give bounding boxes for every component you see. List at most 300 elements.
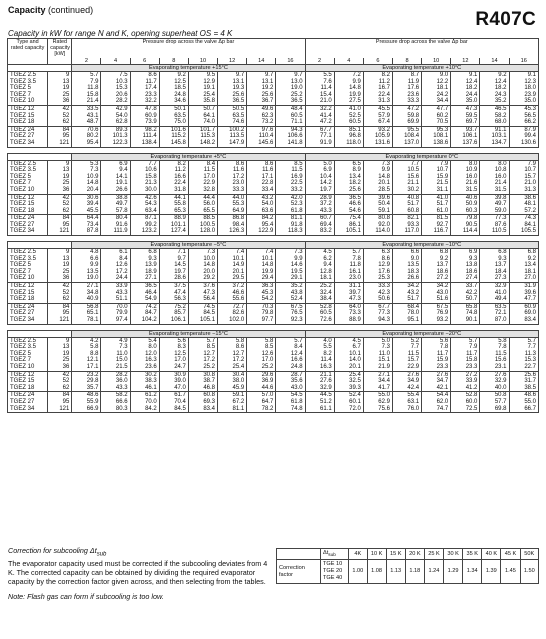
capacity-cell-right: 8.7 11.9 17.6 23.6 33.3 bbox=[392, 72, 421, 106]
rated-capacities: 9 13 19 25 36 bbox=[48, 337, 72, 371]
capacity-cell-right: 44.5 51.2 61.1 bbox=[305, 392, 334, 413]
valve-types: TGEZ 2.5 TGEZ 3.5 TGEZ 5 TGEZ 7 TGEZ 10 bbox=[8, 249, 48, 283]
valve-types: TGEZ 12 TGEZ 15 TGEZ 18 bbox=[8, 283, 48, 304]
capacity-cell-left: 44.1 55.8 65.3 bbox=[159, 194, 188, 215]
capacity-cell-left: 58.2 66.6 80.3 bbox=[101, 392, 130, 413]
valve-types: TGEZ 24 TGEZ 27 TGEZ 34 bbox=[8, 303, 48, 324]
dp-col-header: 6 bbox=[363, 58, 392, 65]
correction-col-header: 50K bbox=[520, 549, 538, 560]
capacity-cell-left: 61.7 70.4 84.5 bbox=[159, 392, 188, 413]
capacity-cell-left: 30.6 39.4 45.5 bbox=[72, 194, 101, 215]
capacity-cell-right: 6.8 9.2 13.4 18.1 27.0 bbox=[509, 249, 538, 283]
rated-capacities: 42 52 62 bbox=[48, 105, 72, 126]
capacity-cell-right: 25.4 32.5 39.3 bbox=[334, 371, 363, 392]
dp-col-header: 2 bbox=[72, 58, 101, 65]
correction-factor-value: 1.34 bbox=[463, 560, 482, 584]
rated-capacities: 84 95 121 bbox=[48, 215, 72, 236]
capacity-cell-right: 34.2 43.2 51.7 bbox=[392, 283, 421, 304]
capacity-cell-right: 9.1 12.4 18.2 24.4 35.0 bbox=[451, 72, 480, 106]
capacity-cell-left: 101.6 115.2 145.8 bbox=[159, 126, 188, 147]
capacity-cell-right: 55.4 63.1 76.0 bbox=[392, 392, 421, 413]
temperature-band-row bbox=[8, 330, 539, 337]
capacity-cell-left: 9.7 13.0 19.0 25.2 36.5 bbox=[276, 72, 305, 106]
dp-col-header: 6 bbox=[130, 58, 159, 65]
capacity-cell-left: 30.9 39.0 47.0 bbox=[159, 371, 188, 392]
capacity-cell-left: 47.8 60.9 73.9 bbox=[130, 105, 159, 126]
capacity-cell-left: 84.2 95.4 122.9 bbox=[247, 215, 276, 236]
capacity-cell-right: 32.2 41.4 47.2 bbox=[305, 105, 334, 126]
capacity-cell-left: 72.7 82.6 102.0 bbox=[218, 303, 247, 324]
correction-corner bbox=[277, 549, 321, 560]
capacity-cell-right: 95.5 108.4 137.0 bbox=[392, 126, 421, 147]
capacity-cell-left: 54.5 61.8 74.8 bbox=[276, 392, 305, 413]
correction-col-header: 25 K bbox=[424, 549, 443, 560]
capacity-cell-left: 38.8 49.7 57.8 bbox=[101, 194, 130, 215]
capacity-cell-right: 27.1 34.4 41.7 bbox=[363, 371, 392, 392]
capacity-cell-left: 30.8 38.7 46.8 bbox=[188, 371, 217, 392]
capacity-cell-right: 52.8 60.5 72.6 bbox=[305, 303, 334, 324]
rated-capacities: 9 13 19 25 36 bbox=[48, 160, 72, 194]
correction-dt-text: Δt bbox=[323, 550, 329, 556]
capacity-cell-left: 56.8 65.1 78.1 bbox=[72, 303, 101, 324]
capacity-cell-left: 9.2 12.5 18.5 24.8 34.6 bbox=[159, 72, 188, 106]
capacity-cell-left: 5.8 8.6 12.7 17.2 25.4 bbox=[218, 337, 247, 371]
correction-dt-sub: sub bbox=[328, 552, 336, 558]
capacity-cell-right: 75.4 86.1 105.1 bbox=[334, 215, 363, 236]
correction-dt-header bbox=[321, 549, 349, 560]
title-main: Capacity bbox=[8, 5, 46, 15]
capacity-cell-right: 47.3 59.5 69.7 bbox=[451, 105, 480, 126]
capacity-cell-left: 33.5 43.1 48.7 bbox=[72, 105, 101, 126]
dp-col-header: 4 bbox=[334, 58, 363, 65]
capacity-cell-right: 21.1 27.6 32.9 bbox=[305, 371, 334, 392]
capacity-group-row bbox=[8, 303, 539, 324]
correction-col-header: 35 K bbox=[463, 549, 482, 560]
dp-col-header: 8 bbox=[159, 58, 188, 65]
capacity-cell-left: 42.6 54.3 63.4 bbox=[130, 194, 159, 215]
page-title bbox=[8, 5, 93, 15]
notes-section bbox=[8, 547, 270, 601]
capacity-cell-right: 7.2 9.9 14.8 19.9 27.5 bbox=[334, 72, 363, 106]
table-subtitle: Capacity in kW for range N and K, opening superheat OS = 4 K bbox=[8, 29, 233, 38]
correction-col-header: 40 K bbox=[482, 549, 501, 560]
capacity-cell-right: 48.6 55.0 66.7 bbox=[509, 392, 538, 413]
capacity-cell-left: 29.6 36.9 44.6 bbox=[247, 371, 276, 392]
capacity-group-row bbox=[8, 72, 539, 106]
capacity-cell-left: 50.5 63.5 74.6 bbox=[218, 105, 247, 126]
rated-capacities: 42 52 62 bbox=[48, 194, 72, 215]
capacity-cell-right: 25.6 31.7 38.5 bbox=[509, 371, 538, 392]
capacity-cell-right: 7.7 10.5 15.6 21.1 30.2 bbox=[392, 160, 421, 194]
capacity-cell-right: 68.4 78.0 95.1 bbox=[392, 303, 421, 324]
capacity-cell-right: 7.3 9.9 14.8 20.1 28.5 bbox=[363, 160, 392, 194]
capacity-cell-left: 7.4 10.1 14.8 19.9 29.4 bbox=[247, 249, 276, 283]
capacity-cell-left: 4.2 5.8 8.8 12.1 17.1 bbox=[72, 337, 101, 371]
capacity-cell-right: 28.9 37.2 43.3 bbox=[305, 194, 334, 215]
rated-capacities: 84 95 121 bbox=[48, 392, 72, 413]
capacity-cell-right: 52.4 60.1 72.0 bbox=[334, 392, 363, 413]
capacity-cell-left: 37.6 47.3 56.4 bbox=[188, 283, 217, 304]
rated-capacities: 9 13 19 25 36 bbox=[48, 249, 72, 283]
capacity-cell-right: 79.8 90.5 114.4 bbox=[451, 215, 480, 236]
col-rated-header: Rated capacity [kW] bbox=[48, 39, 72, 65]
capacity-cell-left: 23.2 29.8 35.7 bbox=[72, 371, 101, 392]
capacity-cell-right: 77.3 87.6 110.5 bbox=[480, 215, 509, 236]
capacity-cell-left: 8.4 11.5 17.0 22.9 32.8 bbox=[188, 160, 217, 194]
capacity-cell-left: 100.2 113.5 147.9 bbox=[218, 126, 247, 147]
capacity-cell-left: 57.0 64.7 78.2 bbox=[247, 392, 276, 413]
capacity-cell-left: 37.5 47.4 56.3 bbox=[159, 283, 188, 304]
correction-col-header: 10 K bbox=[367, 549, 386, 560]
capacity-cell-right: 27.6 34.7 42.1 bbox=[422, 371, 451, 392]
band-blank bbox=[8, 330, 72, 337]
correction-factor-value: 1.50 bbox=[520, 560, 538, 584]
capacity-cell-right: 67.5 76.9 93.2 bbox=[422, 303, 451, 324]
capacity-cell-left: 48.6 55.9 66.9 bbox=[72, 392, 101, 413]
correction-factor-value: 1.29 bbox=[444, 560, 463, 584]
capacity-cell-left: 61.2 70.0 84.2 bbox=[130, 392, 159, 413]
capacity-cell-left: 4.9 7.3 11.0 15.0 21.5 bbox=[101, 337, 130, 371]
capacity-cell-right: 41.0 51.7 61.0 bbox=[422, 194, 451, 215]
correction-types: TGE 10 TGE 20 TGE 40 bbox=[321, 560, 349, 584]
capacity-cell-right: 40.8 51.7 60.8 bbox=[392, 194, 421, 215]
valve-types: TGEZ 2.5 TGEZ 3.5 TGEZ 5 TGEZ 7 TGEZ 10 bbox=[8, 337, 48, 371]
capacity-cell-right: 33.7 42.2 50.7 bbox=[451, 283, 480, 304]
capacity-cell-left: 7.4 10.1 14.9 20.1 29.5 bbox=[218, 249, 247, 283]
capacity-cell-right: 27.6 32.9 40.0 bbox=[480, 371, 509, 392]
capacity-cell-left: 50.1 63.5 75.0 bbox=[159, 105, 188, 126]
rated-capacities: 42 52 62 bbox=[48, 371, 72, 392]
capacity-cell-left: 44.0 55.3 64.9 bbox=[218, 194, 247, 215]
correction-factor-value: 1.00 bbox=[349, 560, 367, 584]
capacity-cell-left: 43.2 54.0 63.6 bbox=[247, 194, 276, 215]
capacity-cell-right: 87.9 99.4 130.6 bbox=[509, 126, 538, 147]
capacity-cell-right: 31.1 39.7 47.3 bbox=[334, 283, 363, 304]
capacity-cell-right: 93.7 106.1 137.6 bbox=[451, 126, 480, 147]
evap-temp-left: Evaporating temperature +5°C bbox=[72, 153, 305, 160]
correction-header-row bbox=[277, 549, 539, 560]
notes-body: The evaporator capacity used must be corrected if the subcooling deviates from 4 K. The corrected capacity can be obtained by dividing the required evaporator capacity by the correction factor given across, and then selecting from the tables. bbox=[8, 559, 268, 586]
capacity-group-row bbox=[8, 215, 539, 236]
capacity-cell-left: 70.6 80.2 95.4 bbox=[72, 126, 101, 147]
temperature-band-row bbox=[8, 153, 539, 160]
dp-col-header: 12 bbox=[218, 58, 247, 65]
evap-temp-left: Evaporating temperature −5°C bbox=[72, 242, 305, 249]
rated-capacities: 42 52 62 bbox=[48, 283, 72, 304]
capacity-cell-left: 87.1 99.2 123.2 bbox=[130, 215, 159, 236]
capacity-group-row bbox=[8, 194, 539, 215]
capacity-cell-left: 8.6 11.6 17.2 23.0 33.3 bbox=[218, 160, 247, 194]
capacity-cell-left: 67.5 76.5 92.3 bbox=[276, 303, 305, 324]
capacity-cell-left: 8.2 11.2 16.6 22.4 31.8 bbox=[159, 160, 188, 194]
correction-factor-value: 1.24 bbox=[424, 560, 443, 584]
correction-table bbox=[276, 548, 539, 584]
capacity-cell-right: 5.5 7.6 11.4 15.4 21.0 bbox=[305, 72, 334, 106]
capacity-cell-right: 81.5 92.7 116.7 bbox=[422, 215, 451, 236]
capacity-cell-right: 33.3 42.3 50.6 bbox=[363, 283, 392, 304]
valve-types: TGEZ 12 TGEZ 15 TGEZ 18 bbox=[8, 194, 48, 215]
capacity-cell-left: 8.6 11.6 17.1 22.8 33.4 bbox=[247, 160, 276, 194]
correction-col-header: 4K bbox=[349, 549, 367, 560]
notes-heading bbox=[8, 547, 270, 559]
correction-values-row bbox=[277, 560, 539, 584]
rated-capacities: 84 95 121 bbox=[48, 126, 72, 147]
capacity-cell-left: 5.8 8.5 12.6 17.0 25.2 bbox=[247, 337, 276, 371]
capacity-cell-left: 7.5 10.3 15.3 20.6 28.2 bbox=[101, 72, 130, 106]
capacity-cell-right: 50.8 57.7 69.8 bbox=[480, 392, 509, 413]
capacity-cell-left: 28.7 35.6 43.0 bbox=[276, 371, 305, 392]
capacity-cell-right: 85.1 96.8 118.0 bbox=[334, 126, 363, 147]
capacity-cell-right: 40.6 50.9 60.3 bbox=[451, 194, 480, 215]
capacity-cell-right: 5.0 7.3 11.0 15.1 21.9 bbox=[363, 337, 392, 371]
capacity-cell-right: 25.2 32.4 38.4 bbox=[305, 283, 334, 304]
correction-factor-value: 1.39 bbox=[482, 560, 501, 584]
capacity-cell-left: 7.1 9.7 14.5 19.7 28.6 bbox=[159, 249, 188, 283]
dp-col-header: 16 bbox=[509, 58, 538, 65]
capacity-cell-left: 101.7 115.3 148.2 bbox=[188, 126, 217, 147]
capacity-group-row bbox=[8, 126, 539, 147]
capacity-cell-right: 4.0 5.5 8.2 11.4 16.3 bbox=[305, 337, 334, 371]
capacity-cell-right: 8.2 11.2 16.7 22.4 31.3 bbox=[363, 72, 392, 106]
capacity-cell-right: 45.5 57.9 67.4 bbox=[363, 105, 392, 126]
dp-header-row bbox=[8, 58, 539, 65]
capacity-cell-left: 9.5 12.9 19.1 25.4 35.8 bbox=[188, 72, 217, 106]
capacity-cell-right: 47.7 60.2 70.5 bbox=[422, 105, 451, 126]
capacity-cell-left: 5.7 8.5 12.7 17.2 25.2 bbox=[188, 337, 217, 371]
capacity-cell-left: 94.3 106.6 141.8 bbox=[276, 126, 305, 147]
capacity-cell-left: 59.1 67.2 81.1 bbox=[218, 392, 247, 413]
capacity-cell-right: 95.3 108.1 138.6 bbox=[422, 126, 451, 147]
capacity-cell-left: 6.8 9.3 13.9 18.9 27.1 bbox=[130, 249, 159, 283]
capacity-cell-right: 9.1 12.3 18.0 23.9 35.0 bbox=[509, 72, 538, 106]
capacity-cell-left: 33.9 43.3 51.1 bbox=[101, 283, 130, 304]
capacity-group-row bbox=[8, 105, 539, 126]
correction-label: Correction factor bbox=[277, 560, 321, 584]
dp-col-header: 10 bbox=[422, 58, 451, 65]
capacity-cell-left: 86.8 98.4 126.3 bbox=[218, 215, 247, 236]
capacity-cell-right: 6.8 9.2 13.7 18.6 27.2 bbox=[422, 249, 451, 283]
capacity-cell-right: 60.9 69.0 83.4 bbox=[509, 303, 538, 324]
capacity-cell-right: 32.9 41.0 49.4 bbox=[480, 283, 509, 304]
pressure-drop-header-right: Pressure drop across the valve Δp bar bbox=[305, 39, 538, 58]
capacity-cell-left: 97.6 110.4 145.6 bbox=[247, 126, 276, 147]
capacity-cell-right: 5.7 7.9 11.7 15.8 23.3 bbox=[451, 337, 480, 371]
evap-temp-left: Evaporating temperature −15°C bbox=[72, 330, 305, 337]
rated-capacities: 84 95 121 bbox=[48, 303, 72, 324]
capacity-cell-right: 5.7 7.8 11.8 16.1 23.0 bbox=[334, 249, 363, 283]
capacity-cell-right: 27.2 33.9 41.2 bbox=[451, 371, 480, 392]
valve-types: TGEZ 12 TGEZ 15 TGEZ 18 bbox=[8, 105, 48, 126]
capacity-cell-left: 75.2 85.7 106.1 bbox=[159, 303, 188, 324]
capacity-cell-right: 8.0 10.9 16.0 21.6 31.5 bbox=[451, 160, 480, 194]
capacity-cell-right: 60.7 69.4 83.2 bbox=[305, 215, 334, 236]
capacity-cell-right: 4.5 6.7 10.1 14.0 20.1 bbox=[334, 337, 363, 371]
capacity-cell-right: 4.5 6.2 9.4 12.8 18.1 bbox=[305, 249, 334, 283]
capacity-group-row bbox=[8, 337, 539, 371]
band-blank bbox=[8, 242, 72, 249]
dp-col-header: 8 bbox=[392, 58, 421, 65]
valve-types: TGEZ 2.5 TGEZ 3.5 TGEZ 5 TGEZ 7 TGEZ 10 bbox=[8, 160, 48, 194]
capacity-cell-left: 37.2 46.6 55.6 bbox=[218, 283, 247, 304]
dp-col-header: 14 bbox=[480, 58, 509, 65]
capacity-cell-right: 6.5 8.9 13.4 18.2 25.6 bbox=[334, 160, 363, 194]
correction-col-header: 30 K bbox=[444, 549, 463, 560]
capacity-cell-left: 8.5 11.5 16.9 22.5 33.2 bbox=[276, 160, 305, 194]
capacity-cell-right: 8.0 10.8 16.0 21.4 31.5 bbox=[480, 160, 509, 194]
capacity-cell-left: 70.0 79.9 97.4 bbox=[101, 303, 130, 324]
capacity-cell-right: 64.0 73.3 88.9 bbox=[334, 303, 363, 324]
capacity-cell-left: 81.1 91.8 118.3 bbox=[276, 215, 305, 236]
dp-col-header: 12 bbox=[451, 58, 480, 65]
capacity-cell-right: 54.4 62.0 74.7 bbox=[422, 392, 451, 413]
capacity-cell-left: 7.3 10.0 14.8 20.0 29.2 bbox=[188, 249, 217, 283]
capacity-cell-left: 44.4 56.0 65.5 bbox=[188, 194, 217, 215]
capacity-cell-right: 52.8 60.0 72.5 bbox=[451, 392, 480, 413]
capacity-cell-right: 65.8 74.8 90.1 bbox=[451, 303, 480, 324]
capacity-cell-right: 7.9 10.7 15.9 21.5 31.1 bbox=[422, 160, 451, 194]
capacity-cell-right: 31.9 39.6 47.7 bbox=[509, 283, 538, 304]
capacity-cell-right: 46.5 58.2 68.0 bbox=[480, 105, 509, 126]
pressure-drop-header-left: Pressure drop across the valve Δp bar bbox=[72, 39, 305, 58]
dp-col-header: 4 bbox=[101, 58, 130, 65]
capacity-cell-left: 4.8 6.6 9.9 13.5 19.0 bbox=[72, 249, 101, 283]
capacity-cell-right: 45.3 56.5 66.2 bbox=[509, 105, 538, 126]
capacity-cell-left: 30.4 38.0 45.9 bbox=[218, 371, 247, 392]
dp-col-header: 14 bbox=[247, 58, 276, 65]
capacity-cell-left: 5.7 8.4 12.4 16.6 24.8 bbox=[276, 337, 305, 371]
capacity-cell-left: 7.7 10.6 15.8 21.3 30.0 bbox=[130, 160, 159, 194]
notes-footnote: Note: Flash gas can form if subcooling is too low. bbox=[8, 591, 164, 601]
temperature-band-row bbox=[8, 242, 539, 249]
capacity-cell-right: 80.8 92.0 114.0 bbox=[363, 215, 392, 236]
correction-col-header: 45 K bbox=[501, 549, 520, 560]
evap-temp-right: Evaporating temperature 0°C bbox=[305, 153, 538, 160]
capacity-cell-left: 50.7 64.1 74.0 bbox=[188, 105, 217, 126]
capacity-cell-right: 34.2 43.0 51.6 bbox=[422, 283, 451, 304]
notes-heading-text: Correction for subcooling Δt bbox=[8, 546, 97, 555]
evap-temp-right: Evaporating temperature −20°C bbox=[305, 330, 538, 337]
capacity-cell-left: 6.1 8.4 12.6 17.2 24.4 bbox=[101, 249, 130, 283]
correction-col-header: 15 K bbox=[386, 549, 405, 560]
capacity-cell-left: 36.3 45.3 54.2 bbox=[247, 283, 276, 304]
capacity-cell-left: 35.2 43.8 52.4 bbox=[276, 283, 305, 304]
capacity-cell-right: 39.8 49.7 59.0 bbox=[480, 194, 509, 215]
capacity-cell-left: 7.3 9.9 14.6 19.5 29.1 bbox=[276, 249, 305, 283]
capacity-cell-left: 5.6 8.3 12.5 17.0 24.7 bbox=[159, 337, 188, 371]
capacity-cell-right: 6.9 9.3 13.8 18.6 27.4 bbox=[451, 249, 480, 283]
capacity-cell-right: 5.2 7.7 11.5 15.7 22.9 bbox=[392, 337, 421, 371]
capacity-cell-right: 36.5 46.6 54.6 bbox=[334, 194, 363, 215]
valve-types: TGEZ 24 TGEZ 27 TGEZ 34 bbox=[8, 392, 48, 413]
band-blank bbox=[8, 65, 72, 72]
capacity-cell-left: 8.6 11.7 17.4 23.3 32.2 bbox=[130, 72, 159, 106]
capacity-cell-left: 5.4 8.0 12.0 16.3 23.6 bbox=[130, 337, 159, 371]
capacity-group-row bbox=[8, 371, 539, 392]
capacity-cell-left: 9.7 13.1 19.2 25.6 36.7 bbox=[247, 72, 276, 106]
capacity-cell-right: 38.6 48.1 57.2 bbox=[509, 194, 538, 215]
capacity-cell-left: 36.5 46.4 54.9 bbox=[130, 283, 159, 304]
band-blank bbox=[8, 153, 72, 160]
capacity-group-row bbox=[8, 283, 539, 304]
capacity-cell-left: 48.4 60.5 71.1 bbox=[276, 105, 305, 126]
temperature-band-row bbox=[8, 65, 539, 72]
valve-types: TGEZ 2.5 TGEZ 3.5 TGEZ 5 TGEZ 7 TGEZ 10 bbox=[8, 72, 48, 106]
correction-factor-value: 1.13 bbox=[386, 560, 405, 584]
evap-temp-left: Evaporating temperature +15°C bbox=[72, 65, 305, 72]
capacity-group-row bbox=[8, 249, 539, 283]
capacity-cell-left: 60.8 69.3 83.4 bbox=[188, 392, 217, 413]
capacity-cell-left: 27.1 34.8 40.9 bbox=[72, 283, 101, 304]
correction-factor-value: 1.18 bbox=[405, 560, 424, 584]
capacity-cell-right: 9.0 12.2 18.1 24.2 34.4 bbox=[422, 72, 451, 106]
capacity-cell-right: 93.2 105.9 131.6 bbox=[363, 126, 392, 147]
capacity-cell-left: 5.3 7.3 10.9 14.8 20.4 bbox=[72, 160, 101, 194]
capacity-cell-right: 67.7 77.3 94.3 bbox=[363, 303, 392, 324]
valve-types: TGEZ 24 TGEZ 27 TGEZ 34 bbox=[8, 215, 48, 236]
dp-col-header: 16 bbox=[276, 58, 305, 65]
capacity-cell-left: 30.2 38.3 46.1 bbox=[130, 371, 159, 392]
capacity-cell-left: 89.3 101.3 122.3 bbox=[101, 126, 130, 147]
capacity-cell-right: 7.9 10.7 15.7 21.0 31.3 bbox=[509, 160, 538, 194]
capacity-cell-right: 6.6 9.0 13.5 18.3 26.6 bbox=[392, 249, 421, 283]
capacity-cell-left: 74.5 84.5 105.1 bbox=[188, 303, 217, 324]
capacity-cell-right: 91.1 103.1 134.7 bbox=[480, 126, 509, 147]
capacity-cell-left: 98.2 111.4 138.4 bbox=[130, 126, 159, 147]
capacity-cell-right: 5.8 7.8 11.5 15.6 23.1 bbox=[480, 337, 509, 371]
capacity-cell-left: 80.4 91.6 111.9 bbox=[101, 215, 130, 236]
col-type-header: Type and rated capacity bbox=[8, 39, 48, 65]
evap-temp-right: Evaporating temperature −10°C bbox=[305, 242, 538, 249]
capacity-cell-right: 41.0 52.5 60.5 bbox=[334, 105, 363, 126]
capacity-cell-right: 5.6 7.8 11.7 15.9 23.3 bbox=[422, 337, 451, 371]
dp-col-header: 2 bbox=[305, 58, 334, 65]
header-row bbox=[8, 39, 539, 58]
capacity-cell-left: 6.9 9.4 14.1 19.1 26.6 bbox=[101, 160, 130, 194]
capacity-cell-left: 88.9 101.1 127.4 bbox=[159, 215, 188, 236]
refrigerant-code: R407C bbox=[475, 9, 536, 30]
capacity-cell-right: 39.6 50.4 59.1 bbox=[363, 194, 392, 215]
capacity-cell-left: 5.7 7.9 11.8 15.8 21.4 bbox=[72, 72, 101, 106]
capacity-cell-left: 70.3 79.8 97.7 bbox=[247, 303, 276, 324]
capacity-cell-left: 42.9 54.0 62.8 bbox=[101, 105, 130, 126]
correction-factor-value: 1.08 bbox=[367, 560, 386, 584]
capacity-cell-left: 74.2 84.7 104.2 bbox=[130, 303, 159, 324]
capacity-cell-right: 5.0 6.9 10.4 14.2 19.7 bbox=[305, 160, 334, 194]
capacity-cell-right: 63.5 72.1 87.0 bbox=[480, 303, 509, 324]
capacity-cell-right: 27.6 34.9 42.4 bbox=[392, 371, 421, 392]
capacity-cell-right: 6.8 9.3 13.7 18.4 27.3 bbox=[480, 249, 509, 283]
capacity-cell-right: 67.7 77.1 91.9 bbox=[305, 126, 334, 147]
valve-types: TGEZ 12 TGEZ 15 TGEZ 18 bbox=[8, 371, 48, 392]
dp-col-header: 10 bbox=[188, 58, 217, 65]
capacity-cell-right: 74.3 84.1 105.5 bbox=[509, 215, 538, 236]
rated-capacities: 9 13 19 25 36 bbox=[48, 72, 72, 106]
capacity-table bbox=[7, 38, 539, 413]
notes-heading-sub: sub bbox=[96, 551, 107, 558]
capacity-cell-left: 42.0 52.3 61.8 bbox=[276, 194, 305, 215]
correction-col-header: 20 K bbox=[405, 549, 424, 560]
valve-types: TGEZ 24 TGEZ 27 TGEZ 34 bbox=[8, 126, 48, 147]
capacity-cell-right: 5.7 7.7 11.3 15.3 22.7 bbox=[509, 337, 538, 371]
capacity-cell-left: 88.5 100.5 128.0 bbox=[188, 215, 217, 236]
capacity-cell-right: 55.0 62.9 75.6 bbox=[363, 392, 392, 413]
correction-factor-value: 1.45 bbox=[501, 560, 520, 584]
capacity-cell-right: 9.2 12.4 18.2 24.3 35.2 bbox=[480, 72, 509, 106]
evap-temp-right: Evaporating temperature +10°C bbox=[305, 65, 538, 72]
capacity-group-row bbox=[8, 392, 539, 413]
capacity-cell-left: 28.2 36.0 43.3 bbox=[101, 371, 130, 392]
capacity-cell-right: 6.3 8.6 12.9 17.6 25.3 bbox=[363, 249, 392, 283]
